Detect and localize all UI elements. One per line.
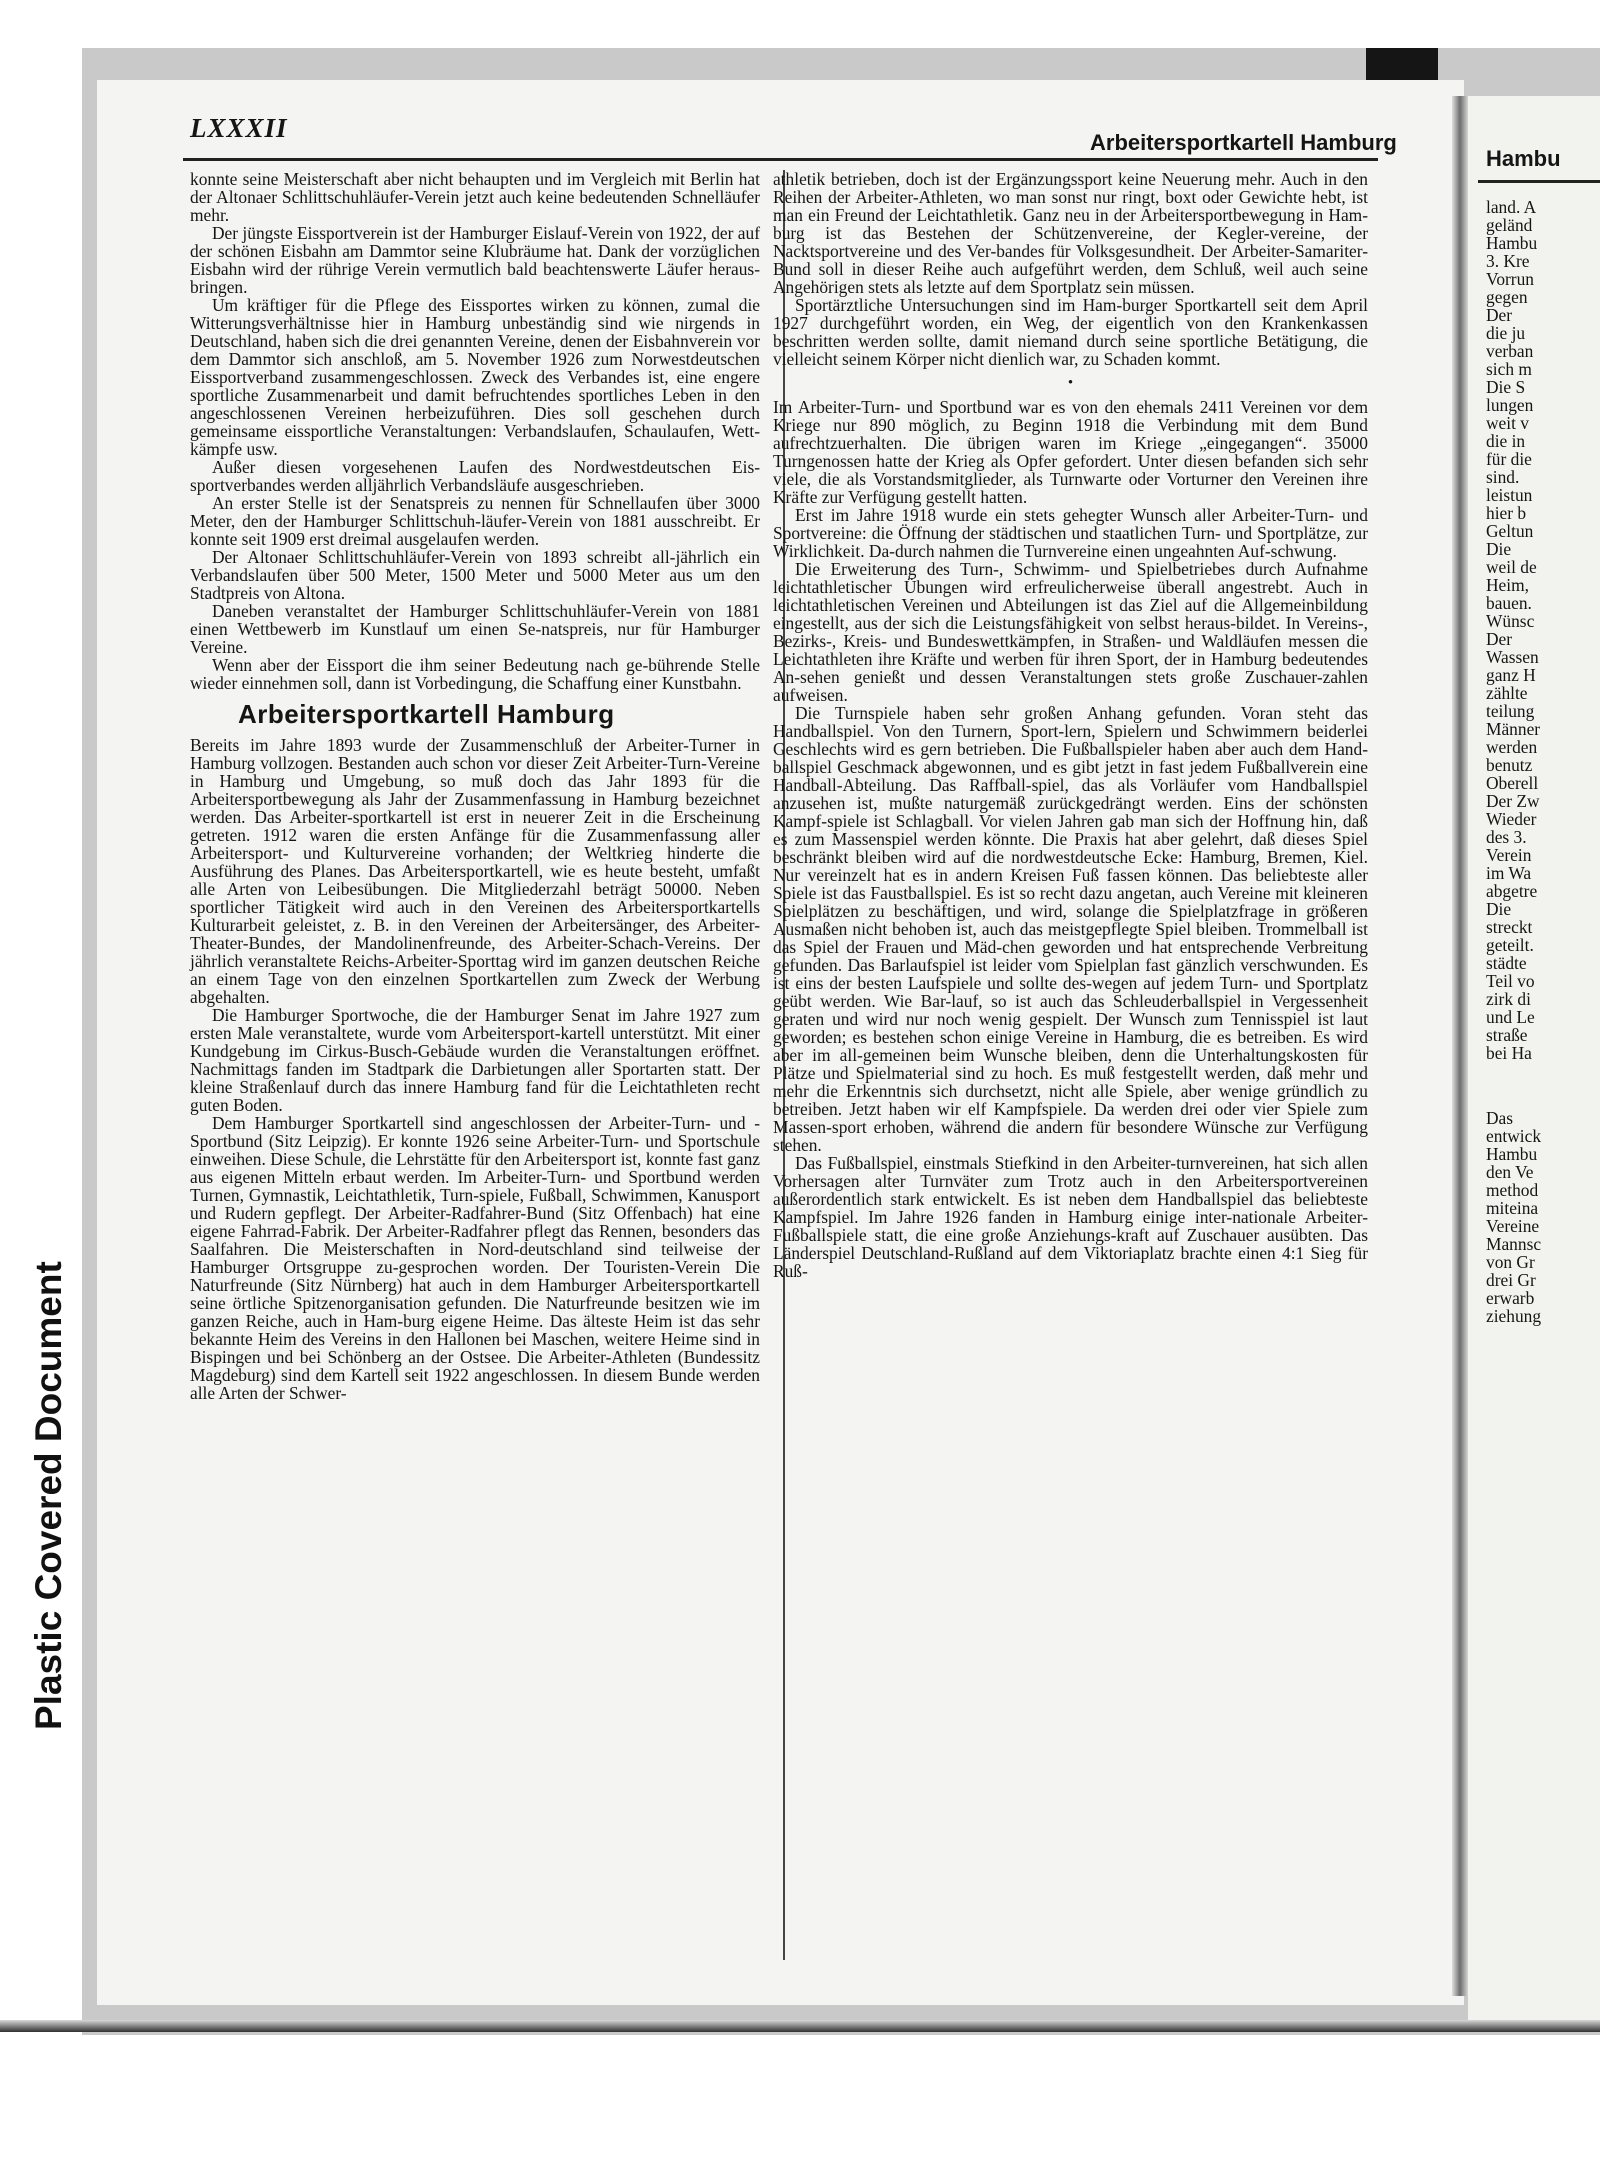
next-page-line: Verein [1486, 845, 1532, 865]
next-page-edge [1468, 96, 1600, 2020]
left-column [190, 170, 760, 1402]
next-page-line: Hambu [1486, 233, 1538, 253]
paragraph: Die Turnspiele haben sehr großen Anhang gefunden. Voran steht das Handballspiel. Von den Turnern, Sport-lern, Spielern und Schwimmern beiderlei Geschlechts wird es gern betrieben. Die Fußballspieler haben aber auch dem Hand-ballspiel Geschmack abgewonnen, und es gibt jetzt in fast jedem Fußballverein eine Handball-Abteilung. Das Raffball-spiel, das als Vorläufer vom Handballspiel anzusehen ist, mußte naturgemäß zurückgedrängt werden. Eins der schönsten Kampf-spiele ist Schlagball. Vor vielen Jahren gab man sich der Hoffnung hin, daß es zum Massenspiel werden könnte. Die Praxis hat aber gelehrt, daß dieses Spiel beschränkt bleiben wird auf die nordwestdeutsche Ecke: Hamburg, Bremen, Kiel. Nur vereinzelt hat es in andern Kreisen Fuß fassen können. Das beliebteste aller Spiele ist das Faustballspiel. Es ist so recht dazu angetan, auch Vereine mit kleineren Spielplätzen zu beschäftigen, und wird, solange die Spielplatzfrage in größeren Ausmaßen nicht behoben ist, auch das meistgepflegte Spiel bleiben. Trommelball ist das Spiel der Frauen und Mäd-chen geworden und hat entsprechende Verbreitung gefunden. Das Barlaufspiel ist leider vom Spielplan fast gänzlich verschwunden. Es ist eins der besten Laufspiele und sollte des-wegen auf jedem Turn- und Sportplatz geübt werden. Wie Bar-lauf, so ist auch das Schleuderballspiel in Vergessenheit geraten und wird nur noch wenig gespielt. Der Wunsch zum Tennisspiel ist laut geworden; es bestehen schon einige Vereine in Hamburg, die es betreiben. Es wird aber im all-gemeinen beim Wunsche bleiben, denn die Unterhaltungskosten für Plätze und Spielmaterial sind zu hoch. Es muß festgestellt werden, daß mehr und mehr die Erkenntnis sich durchsetzt, nicht alle Spiele, aber wenige gründlich zu betreiben. Jetzt haben wir elf Kampfspiele. Da werden drei oder vier Spiele zum Massen-sport erhoben, während die andern für besondere Wünsche zur Verfügung stehen. [773, 703, 1368, 1155]
paragraph: Die Erweiterung des Turn-, Schwimm- und Spielbetriebes durch Aufnahme leichtathletischer Übungen wird erfreulicherweise überall angestrebt. Auch in leichtathletischen Vereinen und Abteilungen ist das Ziel auf die Allgemeinbildung eingestellt, aus der sich die Leistungsfähigkeit von selbst heraus-bildet. In Vereins-, Bezirks-, Kreis- und Bundeswettkämpfen, in Straßen- und Waldläufen messen die Leichtathleten ihre Kräfte und werben für ihren Sport, der in Hamburg bedeutendes An-sehen genießt und dessen Veranstaltungen stets große Zuschauer-zahlen aufweisen. [773, 559, 1368, 705]
paragraph: Das Fußballspiel, einstmals Stiefkind in den Arbeiter-turnvereinen, hat sich allen Vorhersagen alter Turnväter zum Trotz auch in den Arbeitersportvereinen außerordentlich stark entwickelt. Es ist neben dem Handballspiel das beliebteste Kampfspiel. Im Jahre 1926 fanden in Hamburg einige inter-nationale Arbeiter-Fußballspiele statt, die eine große Anziehungs-kraft auf Zuschauer ausübten. Das Länderspiel Deutschland-Rußland auf dem Viktoriaplatz brachte einen 4:1 Sieg für Ruß- [773, 1153, 1368, 1281]
next-page-line: und Le [1486, 1007, 1535, 1027]
next-page-header-rule [1478, 180, 1600, 183]
paragraph: Wenn aber der Eissport die ihm seiner Bedeutung nach ge-bührende Stelle wieder einnehmen soll, dann ist Vorbedingung, die Schaffung einer Kunstbahn. [190, 655, 760, 693]
next-page-line: land. A [1486, 197, 1537, 217]
next-page-line: method [1486, 1180, 1539, 1200]
next-page-line: zählte [1486, 683, 1528, 703]
next-page-gap [1486, 1062, 1600, 1109]
paragraph: konnte seine Meisterschaft aber nicht behaupten und im Vergleich mit Berlin hat der Altonaer Schlittschuhläufer-Verein jetzt auch keine bedeutenden Schnelläufer mehr. [190, 169, 760, 225]
next-page-line: lungen [1486, 395, 1534, 415]
next-page-line: des 3. [1486, 827, 1527, 847]
header-rule [183, 158, 1378, 161]
paragraph: Die Hamburger Sportwoche, die der Hamburger Senat im Jahre 1927 zum ersten Male veranstaltete, wurde vom Arbeitersport-kartell unterstützt. Mit einer Kundgebung im Cirkus-Busch-Gebäude wurden die Veranstaltungen eröffnet. Nachmittags fanden im Stadtpark die Darbietungen aller Sportarten statt. Der kleine Straßenlauf durch das innere Hamburg fand für die Leichtathleten recht guten Boden. [190, 1005, 760, 1115]
next-page-line: Oberell [1486, 773, 1539, 793]
next-page-line: Männer [1486, 719, 1541, 739]
next-page-line: miteina [1486, 1198, 1539, 1218]
next-page-line: Die [1486, 899, 1512, 919]
paragraph: Erst im Jahre 1918 wurde ein stets gehegter Wunsch aller Arbeiter-Turn- und Sportvereine: die Öffnung der städtischen und staatlichen Turn- und Sportplätze, zur Wirklichkeit. Da-durch nahmen die Turnvereine einen ungeahnten Auf-schwung. [773, 505, 1368, 561]
next-page-line: geländ [1486, 215, 1533, 235]
next-page-line: im Wa [1486, 863, 1532, 883]
paragraph: Daneben veranstaltet der Hamburger Schlittschuhläufer-Verein von 1881 einen Wettbewerb im Kunstlauf um einen Se-natspreis, nur für Hamburger Vereine. [190, 601, 760, 657]
next-page-lines-bottom [1486, 1109, 1600, 1325]
next-page-line: den Ve [1486, 1162, 1534, 1182]
paragraph: athletik betrieben, doch ist der Ergänzungssport keine Neuerung mehr. Auch in den Reihen der Arbeiter-Athleten, wo man sonst nur ringt, boxt oder Gewichte hebt, ist man ein Freund der Leichtathletik. Ganz neu in der Arbeitersportbewegung in Ham-burg ist das Bestehen der Schützenvereine, der Kegler-vereine, der Nacktsportvereine und des Ver-bandes für Volksgesundheit. Der Arbeiter-Samariter-Bund soll in dieser Reihe auch aufgeführt werden, dem Schluß, weil auch seine Angehörigen stets als letzte auf dem Sportplatz sein müssen. [773, 169, 1368, 297]
section-separator: • [1067, 375, 1074, 391]
page-fold [1452, 96, 1468, 1996]
paragraph: Der Altonaer Schlittschuhläufer-Verein von 1893 schreibt all-jährlich ein Verbandslaufen über 500 Meter, 1500 Meter und 5000 Meter aus um den Stadtpreis von Altona. [190, 547, 760, 603]
next-page-line: ziehung [1486, 1306, 1542, 1326]
left-paragraphs-before [190, 170, 760, 692]
next-page-line: zirk di [1486, 989, 1531, 1009]
next-page-line: die in [1486, 431, 1526, 451]
right-paragraphs-before [773, 170, 1368, 368]
next-page-line: 3. Kre [1486, 251, 1530, 271]
next-page-line: Der Zw [1486, 791, 1540, 811]
next-page-line: Der [1486, 305, 1513, 325]
next-page-line: Vereine [1486, 1216, 1540, 1236]
next-page-line: abgetre [1486, 881, 1538, 901]
next-page-line: bei Ha [1486, 1043, 1532, 1063]
next-page-line: für die [1486, 449, 1532, 469]
next-page-line: Die [1486, 539, 1512, 559]
next-page-line: werden [1486, 737, 1538, 757]
next-page-running-head: Hambu [1486, 146, 1561, 171]
side-label: Plastic Covered Document [28, 1261, 69, 1730]
next-page-line: ganz H [1486, 665, 1536, 685]
next-page-lines-top [1486, 198, 1600, 1062]
next-page-text [1486, 198, 1600, 1325]
next-page-line: Mannsc [1486, 1234, 1542, 1254]
next-page-line: Wünsc [1486, 611, 1535, 631]
right-column [773, 170, 1368, 1280]
next-page-line: die ju [1486, 323, 1526, 343]
next-page-line: hier b [1486, 503, 1527, 523]
paragraph: Außer diesen vorgesehenen Laufen des Nordwestdeutschen Eis-sportverbandes werden alljährlich Verbandsläufe ausgeschrieben. [190, 457, 760, 495]
right-paragraphs-after [773, 398, 1368, 1280]
page-number: LXXXII [190, 113, 288, 143]
paragraph: Um kräftiger für die Pflege des Eissportes wirken zu können, zumal die Witterungsverhältnisse hier in Hamburg unbeständig sind wie nirgends in Deutschland, haben sich die drei genannten Vereine, denen der Eisbahnverein vor dem Dammtor sich anschloß, am 5. November 1926 zum Norwestdeutschen Eissportverband zusammengeschlossen. Zweck des Verbandes ist, eine engere sportliche Zusammenarbeit und damit befruchtendes sportliches Leben in den angeschlossenen Vereinen herbeizuführen. Dies soll geschehen durch gemeinsame eissportliche Veranstaltungen: Verbandslaufen, Schaulaufen, Wett-kämpfe usw. [190, 295, 760, 459]
next-page-line: von Gr [1486, 1252, 1535, 1272]
paragraph: Der jüngste Eissportverein ist der Hamburger Eislauf-Verein von 1922, der auf der schönen Eisbahn am Dammtor seine Klubräume hat. Dank der vorzüglichen Eisbahn wird der rührige Verein vermutlich bald beachtenswerte Läufer heraus-bringen. [190, 223, 760, 297]
paragraph: Im Arbeiter-Turn- und Sportbund war es von den ehemals 2411 Vereinen vor dem Kriege nur 890 möglich, zu Beginn 1918 die Verbindung mit dem Bund aufrechtzuerhalten. Die übrigen waren im Kriege „eingegangen“. 35000 Turngenossen hatte der Krieg als Opfer gefordert. Unter diesen befanden sich sehr viele, die als Vorstandsmitglieder, als Turnwarte oder Vorturner den Vereinen ihre Kräfte zur Verfügung gestellt hatten. [773, 397, 1368, 507]
next-page-line: Hambu [1486, 1144, 1538, 1164]
scan-bottom-edge [0, 2020, 1600, 2032]
next-page-line: verban [1486, 341, 1534, 361]
next-page-line: Der [1486, 629, 1513, 649]
next-page-line: drei Gr [1486, 1270, 1536, 1290]
section-heading: Arbeitersportkartell Hamburg [238, 699, 615, 729]
next-page-line: geteilt. [1486, 935, 1534, 955]
next-page-line: benutz [1486, 755, 1533, 775]
next-page-line: erwarb [1486, 1288, 1535, 1308]
paragraph: Sportärztliche Untersuchungen sind im Ham-burger Sportkartell seit dem April 1927 durchgeführt worden, ein Weg, der eigentlich von den Krankenkassen beschritten werden sollte, damit niemand durch seine sportliche Betätigung, die vielleicht seinem Körper nicht dienlich war, zu Schaden kommt. [773, 295, 1368, 369]
running-head: Arbeitersportkartell Hamburg [1090, 130, 1397, 155]
next-page-line: teilung [1486, 701, 1535, 721]
paragraph: Dem Hamburger Sportkartell sind angeschlossen der Arbeiter-Turn- und -Sportbund (Sitz Leipzig). Er konnte 1926 seine Arbeiter-Turn- und Sportschule einweihen. Diese Schule, die Lehrstätte für den Arbeitersport ist, konnte fast ganz aus eigenen Mitteln erbaut werden. Im Arbeiter-Turn- und Sportbund werden Turnen, Gymnastik, Leichtathletik, Turn-spiele, Fußball, Schwimmen, Kanusport und Rudern gepflegt. Der Arbeiter-Radfahrer-Bund (Sitz Offenbach) hat eine eigene Fahrrad-Fabrik. Der Arbeiter-Radfahrer pflegt das Rennen, besonders das Saalfahren. Die Meisterschaften in Nord-deutschland sind teilweise der Hamburger Ortsgruppe zu-gesprochen worden. Der Touristen-Verein Die Naturfreunde (Sitz Nürnberg) hat auch in dem Hamburger Arbeitersportkartell seine örtliche Spitzenorganisation gefunden. Die Naturfreunde besitzen wie im ganzen Reiche, auch in Ham-burg eigene Heime. Das älteste Heim ist das sehr bekannte Heim des Vereins in den Hallonen bei Maschen, weitere Heime sind in Bispingen und bei Schönberg an der Ostsee. Die Arbeiter-Athleten (Bundessitz Magdeburg) sind dem Kartell seit 1922 angeschlossen. In diesem Bunde werden alle Arten der Schwer- [190, 1113, 760, 1403]
next-page-line: straße [1486, 1025, 1528, 1045]
next-page-line: Das [1486, 1108, 1514, 1128]
next-page-line: streckt [1486, 917, 1533, 937]
next-page-line: Wassen [1486, 647, 1539, 667]
next-page-line: sich m [1486, 359, 1532, 379]
next-page-line: Teil vo [1486, 971, 1535, 991]
paragraph: Bereits im Jahre 1893 wurde der Zusammenschluß der Arbeiter-Turner in Hamburg vollzogen. Bestanden auch schon vor dieser Zeit Arbeiter-Turn-Vereine in Hamburg und Umgebung, so muß doch das Jahr 1893 für die Arbeitersportbewegung als Jahr der Zusammenfassung in Hamburg bezeichnet werden. Das Arbeiter-sportkartell ist erst in neuerer Zeit in die Erscheinung getreten. 1912 waren die ersten Anfänge für die Zusammenfassung aller Arbeitersport- und Kulturvereine vorhanden; der Weltkrieg hinderte die Ausführung des Planes. Das Arbeitersportkartell, wie es heute besteht, umfaßt alle Arten von Leibesübungen. Die Mitgliederzahl beträgt 50000. Neben sportlicher Tätigkeit wird auch in den Vereinen des Arbeitersportkartells Kulturarbeit geleistet, z. B. in den Vereinen der Arbeitersänger, des Arbeiter-Theater-Bundes, der Mandolinenfreunde, des Arbeiter-Schach-Vereins. Der jährlich veranstaltete Reichs-Arbeiter-Sporttag wird im ganzen deutschen Reiche an einem Tage von den einzelnen Sportkartellen zum Zweck der Werbung abgehalten. [190, 735, 760, 1007]
next-page-line: sind. [1486, 467, 1520, 487]
next-page-line: Wieder [1486, 809, 1537, 829]
left-paragraphs-after [190, 736, 760, 1402]
next-page-line: gegen [1486, 287, 1528, 307]
next-page-line: Vorrun [1486, 269, 1534, 289]
next-page-line: Die S [1486, 377, 1526, 397]
paragraph: An erster Stelle ist der Senatspreis zu nennen für Schnellaufen über 3000 Meter, den der Hamburger Schlittschuh-läufer-Verein von 1881 ausschreibt. Er konnte seit 1909 erst dreimal ausgelaufen werden. [190, 493, 760, 549]
next-page-line: weit v [1486, 413, 1529, 433]
next-page-line: städte [1486, 953, 1527, 973]
next-page-line: leistun [1486, 485, 1533, 505]
next-page-line: weil de [1486, 557, 1537, 577]
next-page-line: Geltun [1486, 521, 1534, 541]
next-page-line: Heim, [1486, 575, 1529, 595]
next-page-line: bauen. [1486, 593, 1532, 613]
next-page-line: entwick [1486, 1126, 1542, 1146]
